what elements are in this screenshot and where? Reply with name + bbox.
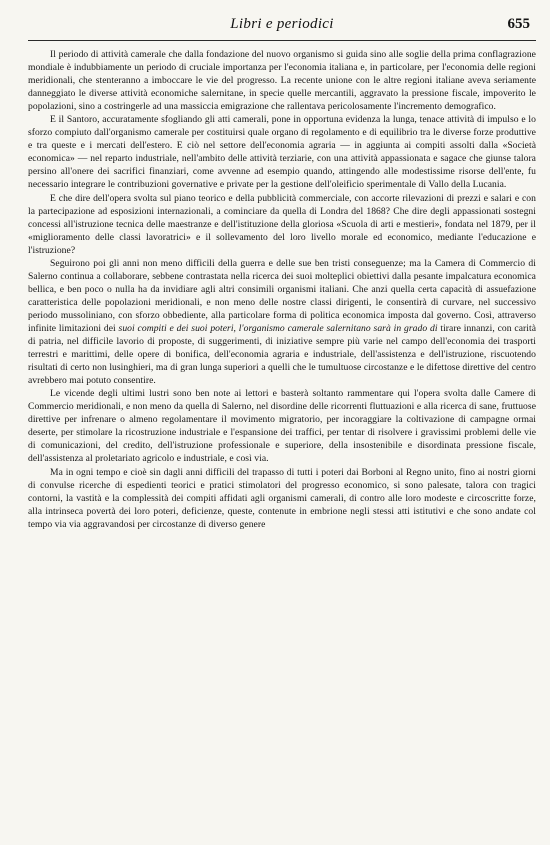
paragraph-3: E che dire dell'opera svolta sul piano teorico e della pubblicità commerciale, con accorte rilevazioni di prezzi e salari e con la partecipazione ad esposizioni internazionali, a cominciare da quella di Londra del 1868? Che dire degli appassionati sostegni concessi all'istruzione tecnica delle maestranze e dell'istituzione della gloriosa «Scuola di arti e mestieri», fondata nel 1879, per il «miglioramento delle classi lavoratrici» e il sollevamento del loro livello morale ed economico, mediante l'educazione e l'istruzione? [28, 192, 536, 256]
paragraph-4-text-b: tirare innanzi, con carità di patria, nel difficile lavorio di proposte, di suggerimenti, di iniziative sempre più varie nel campo dell'economia dei trasporti terrestri e marittimi, delle opere di bonifica, dell'economia agraria e industriale, dell'assistenza e dell'istruzione, riscuotendo risultati di certo non lusinghieri, ma di gran lunga superiori a quelli che le tumultuose circostanze e le difettose direttive del centro avrebbero mai potuto consentire. [28, 322, 536, 387]
paragraph-1: Il periodo di attività camerale che dalla fondazione del nuovo organismo si guida sino alle soglie della prima conflagrazione mondiale è indubbiamente un periodo di cruciale importanza per l'economia italiana e, in particolare, per l'economia delle regioni meridionali, che stenteranno a imboccare le vie del progresso. La recente unione con le altre regioni italiane aveva seriamente danneggiato le diverse attività economiche salernitane, in specie quelle mercantili, aggravato la pressione fiscale, impoverito le popolazioni, sino a costringerle ad una massiccia emigrazione che rallentava pericolosamente l'incremento demografico. [28, 49, 536, 113]
running-head: Libri e periodici [230, 16, 334, 32]
page-number: 655 [507, 16, 530, 32]
paragraph-2: E il Santoro, accuratamente sfogliando gli atti camerali, pone in opportuna evidenza la lunga, tenace attività di impulso e lo sforzo compiuto dall'organismo camerale per costituirsi quale organo di regolamento e di equilibrio tra le diverse forze produttive e tra queste e i mercati dell'estero. E ciò nel settore dell'economia agraria — in aggiunta ai compiti assolti dalla «Società economica» — nel reparto industriale, nell'ambito delle attività terziarie, con una attività appassionata e sagace che giunse talora persino all'onere dei sacrifici finanziari, come avvenne ad esempio quando, attingendo alle modestissime risorse dell'ente, fu necessario integrare le contribuzioni governative e private per la gestione dell'oleificio sperimentale di Vallo della Lucania. [28, 114, 536, 191]
paragraph-5: Le vicende degli ultimi lustri sono ben note ai lettori e basterà soltanto rammentare qui l'opera svolta dalle Camere di Commercio meridionali, e non meno da quella di Salerno, nel disordine delle ricorrenti fluttuazioni e alla ricerca di sane, fruttuose direttive per infrenare o almeno regolamentare il movimento migratorio, per incoraggiare la coltivazione di campagne ormai deserte, per stimolare la ricostruzione industriale e l'espansione dei traffici, per tentar di risolvere i gravissimi problemi delle vie di comunicazioni, del credito, dell'istruzione professionale e superiore, della insostenibile e disordinata pressione fiscale, dell'assistenza al proletariato agricolo e industriale, e così via. [28, 388, 536, 465]
paragraph-4 [28, 257, 536, 387]
page-header [28, 14, 536, 41]
paragraph-4-text-a: Seguirono poi gli anni non meno difficili della guerra e delle sue ben tristi conseguenze; ma la Camera di Commercio di Salerno continua a collaborare, sebbene contrastata nella ricerca dei suoi molteplici obiettivi dalla pesante impalcatura economica bellica, e ben poco o nulla ha da invidiare agli altri consimili organismi italiani. Che anzi quella certa capacità di assuefazione caratteristica delle popolazioni meridionali, e non meno delle nostre classi dirigenti, le consentirà di curvare, nel successivo periodo mussoliniano, con sforzo obbediente, alla particolare forma di politica economica imposta dal governo. Così, attraverso infinite limitazioni dei [28, 257, 536, 334]
page-body [28, 48, 536, 531]
book-page [0, 14, 550, 845]
paragraph-4-italic: suoi compiti e dei suoi poteri, l'organismo camerale salernitano sarà in grado di [118, 322, 438, 334]
paragraph-6: Ma in ogni tempo e cioè sin dagli anni difficili del trapasso di tutti i poteri dai Borboni al Regno unito, fino ai nostri giorni di convulse ricerche di espedienti teorici e pratici stimolatori del progresso economico, si sono palesate, talora con tragici contorni, la vastità e la complessità dei compiti affidati agli organismi camerali, di contro alle loro modeste e circoscritte forze, alla intrinseca povertà dei loro poteri, deficienze, queste, contenute in embrione negli stessi atti istitutivi e che sono andate col tempo via via aggravandosi per circostanze di diverso genere [28, 466, 536, 530]
